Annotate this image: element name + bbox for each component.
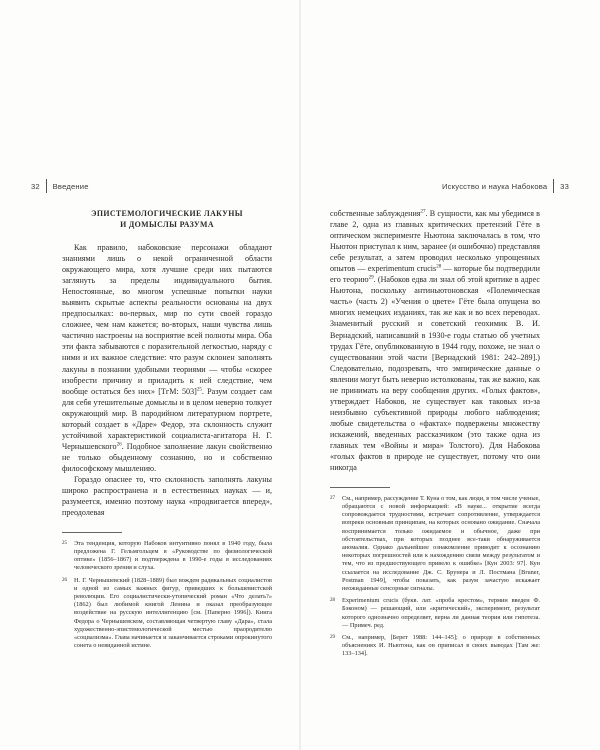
right-page-number: 33	[560, 181, 569, 191]
right-text-block	[330, 208, 540, 663]
section-title	[62, 208, 272, 230]
footnote-rule	[330, 487, 390, 488]
right-paragraph-1: собственные заблуждения$^{27}$. В сущности, как мы убедимся в главе 2, одна из главных критических претензий Гёте в оптическом эксперименте Ньютона заключалась в том, что Ньютон приступал к ним, заранее (и ошибочно) представляя себе результат, а затем проводил несколько упрощенных опытов — experimentum crucis$^{28}$ — которые бы подтвердили его теорию$^{29}$. (Набоков едва ли знал об этой критике в адрес Ньютона, поскольку антиньютоновская «Полемическая часть» (часть 2) «Учения о цвете» Гёте была опущена во многих немецких изданиях, так же как и во всех переводах. Знаменитый русский и советский геохимик В. И. Вернадский, написавший в 1930-е годы статью об учетных трудах Гёте, опубликованную в 1944 году, похоже, не знал о существовании этой части [Вернадский 1981: 242–289].) Следовательно, подозревать, что эмпирические данные о явлении могут быть неверно истолкованы, так же важно, как не принимать на веру сообщения других. «Голых фактов», утверждает Набоков, не существует как таковых из-за неизбывно субъективной природы любого наблюдения; любые свидетельства о «фактах» подвержены множеству искажений, введенных рассказчиком (это также одна из главных тем «Войны и мира» Толстого). Для Набокова «голых фактов в природе не существует, потому что они никогда	[330, 209, 541, 473]
right-running-head	[442, 178, 569, 194]
left-text-block	[62, 208, 272, 654]
footnote-25: 25 Эта тенденция, которую Набоков интуитивно понял в 1940 году, была предложена Г. Гельмгольцем в «Руководстве по физиологической оптике» (1856–1867) и подтверждена в 1990-е годы в исследованиях человеческого зрения и слуха.	[62, 539, 272, 572]
left-page-number: 32	[31, 181, 40, 191]
right-page	[300, 0, 600, 750]
right-running-head-text: Искусство и наука Набокова	[442, 181, 548, 191]
footnote-27: 27 См., например, рассуждение Т. Куна о том, как люди, в том числе ученые, обращаются с новой информацией: «В науке... открытие всегда сопровождается трудностями, встречает сопротивление, утверждается вопреки основным принципам, на которых основано ожидание. Сначала воспринимается только ожидаемое и обычное, даже при обстоятельствах, при которых позднее все-таки обнаруживается аномалия. Однако дальнейшее ознакомление приводит к осознанию некоторых погрешностей или к нахождению связи между результатом и тем, что из предшествующего привело к ошибке» [Кун 2003: 97]. Кун ссылается на исследование Дж. С. Брунера и Л. Постмана [Bruner, Postman 1949], чтобы показать, как разум зачастую искажает неожиданные сенсорные сигналы.	[330, 494, 540, 592]
footnote-rule	[62, 532, 122, 533]
running-head-rule	[46, 179, 47, 193]
footnote-26: 26 Н. Г. Чернышевский (1828–1889) был вождем радикальных социалистов и одной из самых важных фигур, приведших к большевистской революции. Его социалистически-утопический роман «Что делать?» (1862) был любимой книгой Ленина и оказал преобразующее воздействие на русскую интеллигенцию [см. [Паперно 1996]). Книга Федора о Чернышевском, составляющая четвертую главу «Дара», стала художественно-эпистемологической местью праородителю «социализма». Глава начинается и заканчивается строками опрокинутого сонета о невиданной истине.	[62, 576, 272, 650]
left-paragraph-2: Гораздо опаснее то, что склонность заполнять лакуны широко распространена и в естественных науках — и, разумеется, именно поэтому наука «продвигается вперед», преодолевая	[62, 474, 272, 518]
footnote-29: 29 См., например, [Берет 1988: 144–145]; о природе в собственных объяснениях И. Ньютона, как он приписал в своих выводах [Там же: 133–134].	[330, 633, 540, 658]
running-head-rule	[553, 179, 554, 193]
footnote-28: 28 Experimentum crucis (букв. лат. «проба крестом», термин введен Ф. Бэконом) — решающий, или «критический», эксперимент, результат которого однозначно определяет, верна ли данная теория или гипотеза. — Примеч. ред.	[330, 597, 540, 629]
section-title-line-2: И ДОМЫСЛЫ РАЗУМА	[120, 220, 214, 229]
section-title-line-1: ЭПИСТЕМОЛОГИЧЕСКИЕ ЛАКУНЫ	[91, 209, 243, 218]
left-running-head-text: Введение	[52, 181, 89, 191]
left-paragraph-1: Как правило, набоковские персонажи обладают знаниями лишь о некой ограниченной области окружающего мира, хотя лучшие среди них пытаются заглянуть за пределы индивидуального бытия. Непостоянные, во многом успешные попытки науки выявить скрытые аспекты реальности основаны на двух предпосылках: во-первых, мир по сути своей гораздо сложнее, чем нам кажется; во-вторых, наши чувства лишь частично настроены на восприятие всей полноты мира. Оба эти факта забываются с поразительной легкостью, наряду с ними и их важное следствие: что разум склонен заполнять лакуны в познании удобными теориями — чтобы «скорее изобрести причину и приладить к ней следствие, чем вообще остаться без них» [ТгМ: 503]$^{25}$. Разум создает сам для себя утешительные домыслы и в целом неверно толкует окружающий мир. В пародийном литературном портрете, который создает в «Даре» Федор, эта склонность служит устойчивой характеристикой социалиста-агитатора Н. Г. Чернышевского$^{26}$. Подобное заполнение лакун свойственно не только обыденному сознанию, но и собственно философскому мышлению.	[62, 243, 272, 473]
left-running-head	[31, 178, 89, 194]
